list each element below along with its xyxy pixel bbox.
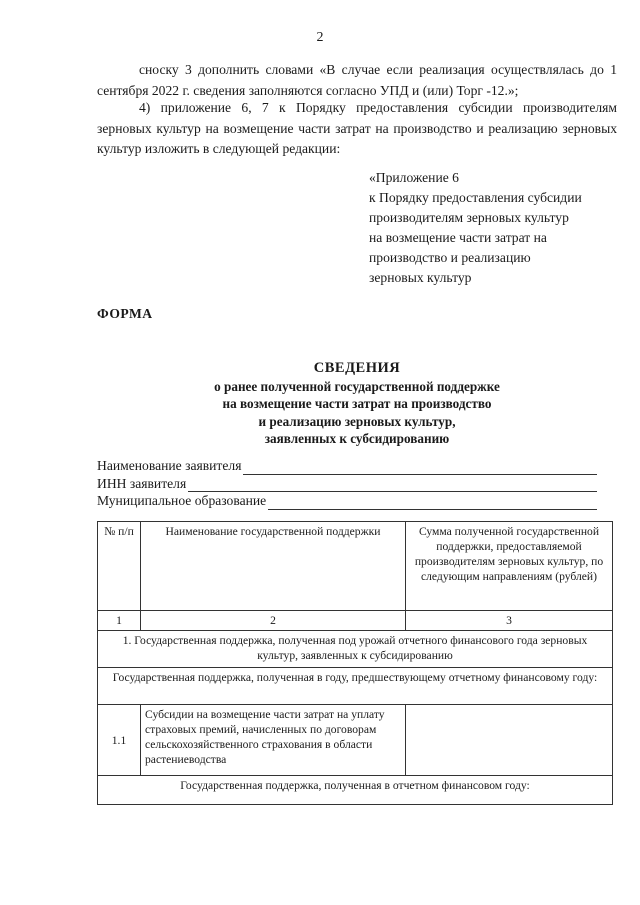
inn-label: ИНН заявителя bbox=[97, 475, 187, 491]
subheader-current-year: Государственная поддержка, полученная в отчетном финансовом году: bbox=[98, 776, 613, 805]
header-cell-name: Наименование государственной поддержки bbox=[141, 522, 406, 611]
form-title: СВЕДЕНИЯ bbox=[313, 360, 401, 376]
subheader-previous-year: Государственная поддержка, полученная в году, предшествующему отчетному финансовому году: bbox=[98, 668, 613, 705]
appendix-line: производство и реализацию bbox=[369, 250, 531, 265]
form-label: ФОРМА bbox=[97, 306, 153, 321]
applicant-name-row bbox=[97, 457, 597, 475]
column-number-cell: 1 bbox=[98, 611, 141, 631]
support-table bbox=[97, 521, 613, 805]
table-header-row bbox=[98, 522, 613, 611]
table-row bbox=[98, 705, 613, 776]
municipality-input-line[interactable] bbox=[268, 495, 597, 510]
row-name-cell: Субсидии на возмещение части затрат на уплату страховых премий, начисленных по договорам сельскохозяйственного страхования в области растениеводства bbox=[141, 705, 406, 776]
paragraph-footnote-amendment: сноску 3 дополнить словами «В случае если реализация осуществлялась до 1 сентября 2022 г. сведения заполняются согласно УПД и (или) Торг -12.»; bbox=[97, 62, 617, 98]
appendix-line: зерновых культур bbox=[369, 270, 472, 285]
appendix-reference-block bbox=[369, 168, 629, 288]
form-subtitle-line: заявленных к субсидированию bbox=[264, 431, 450, 446]
section-1-row bbox=[98, 631, 613, 668]
applicant-name-input-line[interactable] bbox=[243, 460, 597, 475]
form-subtitle-line: и реализацию зерновых культур, bbox=[258, 413, 456, 429]
subheader-current-year-row bbox=[98, 776, 613, 805]
appendix-line: на возмещение части затрат на bbox=[369, 230, 547, 245]
applicant-fields bbox=[97, 457, 597, 510]
applicant-name-label: Наименование заявителя bbox=[97, 458, 242, 473]
form-subtitle-line: на возмещение части затрат на производство bbox=[222, 396, 492, 411]
inn-input-line[interactable] bbox=[188, 477, 597, 492]
paragraph-appendix-amendment: 4) приложение 6, 7 к Порядку предоставления субсидии производителям зерновых культур на возмещение части затрат на производство и реализацию зерновых культур изложить в следующей редакции: bbox=[97, 100, 617, 156]
inn-row bbox=[97, 475, 597, 493]
section-1-title: 1. Государственная поддержка, полученная под урожай отчетного финансового года зерновых культур, заявленных к субсидированию bbox=[98, 631, 613, 668]
appendix-line: «Приложение 6 bbox=[369, 170, 459, 185]
municipality-row bbox=[97, 492, 597, 510]
page-number: 2 bbox=[316, 30, 324, 45]
column-number-cell: 2 bbox=[141, 611, 406, 631]
column-number-cell: 3 bbox=[406, 611, 613, 631]
header-cell-amount: Сумма полученной государственной поддержки, предоставляемой производителям зерновых культур, по следующим направлениям (рублей) bbox=[406, 522, 613, 611]
row-number-cell: 1.1 bbox=[98, 705, 141, 776]
appendix-line: к Порядку предоставления субсидии bbox=[369, 190, 582, 205]
form-subtitle-line: о ранее полученной государственной поддержке bbox=[214, 378, 500, 394]
subheader-previous-year-row bbox=[98, 668, 613, 705]
row-amount-cell[interactable] bbox=[406, 705, 613, 776]
form-heading bbox=[97, 360, 617, 448]
municipality-label: Муниципальное образование bbox=[97, 493, 267, 508]
column-number-row bbox=[98, 611, 613, 631]
appendix-line: производителям зерновых культур bbox=[369, 210, 569, 225]
header-cell-number: № п/п bbox=[98, 522, 141, 611]
